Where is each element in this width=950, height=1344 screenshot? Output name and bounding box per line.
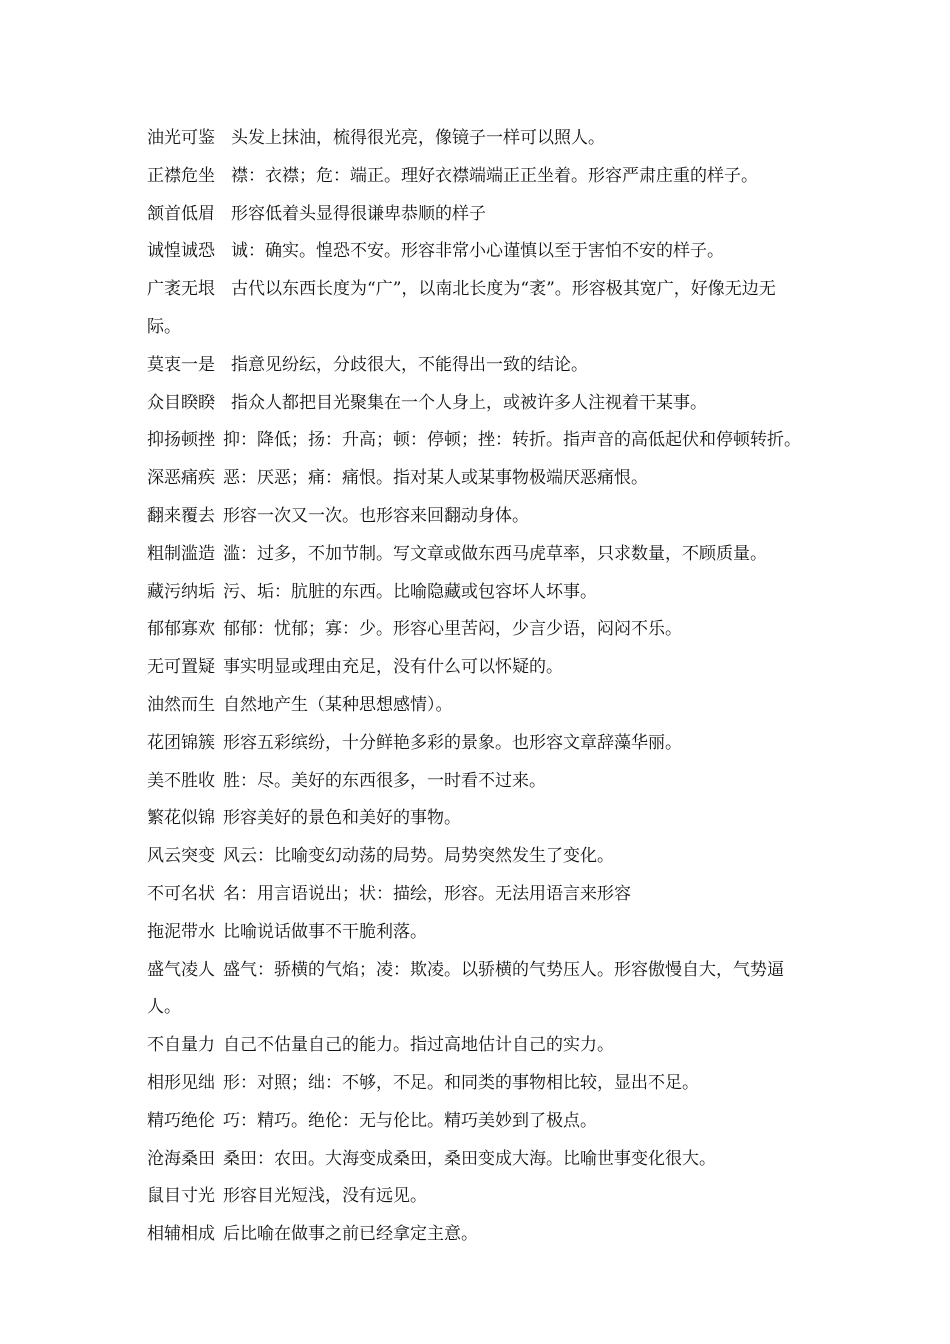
idiom-definition: 指意见纷纭，分歧很大，不能得出一致的结论。 (231, 354, 588, 375)
idiom-term: 无可置疑 (147, 657, 215, 678)
idiom-term: 广袤无垠 (147, 279, 215, 300)
idiom-definition: 郁郁：忧郁；寡：少。形容心里苦闷，少言少语，闷闷不乐。 (223, 619, 682, 640)
idiom-definition: 事实明显或理由充足，没有什么可以怀疑的。 (223, 657, 563, 678)
idiom-definition: 恶：厌恶；痛：痛恨。指对某人或某事物极端厌恶痛恨。 (223, 468, 648, 489)
idiom-entry (147, 649, 867, 687)
idiom-definition: 抑：降低；扬：升高；顿：停顿；挫：转折。指声音的高低起伏和停顿转折。 (223, 430, 801, 451)
idiom-entry (147, 1103, 867, 1141)
idiom-definition: 指众人都把目光聚集在一个人身上，或被许多人注视着干某事。 (231, 392, 707, 413)
idiom-definition: 形容一次又一次。也形容来回翻动身体。 (223, 505, 529, 526)
idiom-entry (147, 1141, 867, 1179)
idiom-entry (147, 838, 867, 876)
idiom-term: 粗制滥造 (147, 543, 215, 564)
idiom-term: 花团锦簇 (147, 732, 215, 753)
idiom-term: 不可名状 (147, 883, 215, 904)
idiom-definition: 形容低着头显得很谦卑恭顺的样子 (231, 203, 486, 224)
idiom-entry (147, 1216, 867, 1254)
idiom-definition: 自然地产生（某种思想感情）。 (223, 694, 453, 715)
idiom-term: 美不胜收 (147, 770, 215, 791)
idiom-term: 正襟危坐 (147, 165, 215, 186)
idiom-entry (147, 1027, 867, 1065)
idiom-definition: 古代以东西长度为“广”，以南北长度为“袤”。形容极其宽广，好像无边无际。 (147, 279, 776, 337)
idiom-definition: 形容目光短浅，没有远见。 (223, 1186, 427, 1207)
idiom-entry (147, 271, 807, 347)
idiom-term: 繁花似锦 (147, 808, 215, 829)
idiom-entry (147, 763, 867, 801)
idiom-entry (147, 574, 867, 612)
idiom-definition: 自己不估量自己的能力。指过高地估计自己的实力。 (223, 1035, 614, 1056)
idiom-entry (147, 385, 867, 423)
idiom-definition: 胜：尽。美好的东西很多，一时看不过来。 (223, 770, 546, 791)
idiom-entry (147, 422, 867, 460)
idiom-list (147, 120, 867, 1254)
idiom-definition: 襟：衣襟；危：端正。理好衣襟端端正正坐着。形容严肃庄重的样子。 (231, 165, 758, 186)
idiom-definition: 桑田：农田。大海变成桑田，桑田变成大海。比喻世事变化很大。 (223, 1148, 716, 1169)
idiom-definition: 盛气：骄横的气焰；凌：欺凌。以骄横的气势压人。形容傲慢自大，气势逼人。 (147, 959, 784, 1018)
idiom-entry (147, 914, 867, 952)
idiom-term: 抑扬顿挫 (147, 430, 215, 451)
idiom-entry (147, 725, 867, 763)
idiom-term: 拖泥带水 (147, 921, 215, 942)
idiom-term: 颔首低眉 (147, 203, 215, 224)
idiom-definition: 名：用言语说出；状：描绘，形容。无法用语言来形容 (223, 883, 631, 904)
idiom-entry (147, 347, 867, 385)
idiom-definition: 巧：精巧。绝伦：无与伦比。精巧美妙到了极点。 (223, 1110, 597, 1131)
idiom-entry (147, 800, 867, 838)
idiom-term: 郁郁寡欢 (147, 619, 215, 640)
idiom-term: 相形见绌 (147, 1072, 215, 1093)
idiom-definition: 污、垢：肮脏的东西。比喻隐藏或包容坏人坏事。 (223, 581, 597, 602)
idiom-entry (147, 1065, 867, 1103)
idiom-entry (147, 687, 867, 725)
idiom-entry (147, 611, 867, 649)
idiom-definition: 比喻说话做事不干脆利落。 (223, 921, 427, 942)
idiom-term: 不自量力 (147, 1035, 215, 1056)
idiom-definition: 风云：比喻变幻动荡的局势。局势突然发生了变化。 (223, 846, 614, 867)
idiom-term: 众目睽睽 (147, 392, 215, 413)
idiom-term: 藏污纳垢 (147, 581, 215, 602)
idiom-term: 深恶痛疾 (147, 468, 215, 489)
idiom-term: 相辅相成 (147, 1224, 215, 1245)
idiom-term: 莫衷一是 (147, 354, 215, 375)
idiom-term: 盛气凌人 (147, 959, 215, 980)
idiom-term: 沧海桑田 (147, 1148, 215, 1169)
idiom-entry (147, 1178, 867, 1216)
idiom-entry (147, 876, 867, 914)
idiom-entry (147, 536, 867, 574)
idiom-entry (147, 498, 867, 536)
idiom-term: 油然而生 (147, 694, 215, 715)
idiom-term: 翻来覆去 (147, 505, 215, 526)
idiom-term: 鼠目寸光 (147, 1186, 215, 1207)
idiom-term: 油光可鉴 (147, 128, 215, 148)
idiom-entry (147, 460, 867, 498)
idiom-definition: 形：对照；绌：不够，不足。和同类的事物相比较，显出不足。 (223, 1072, 699, 1093)
idiom-definition: 头发上抹油，梳得很光亮，像镜子一样可以照人。 (231, 128, 605, 148)
idiom-definition: 形容五彩缤纷，十分鲜艳多彩的景象。也形容文章辞藻华丽。 (223, 732, 682, 753)
idiom-definition: 形容美好的景色和美好的事物。 (223, 808, 461, 829)
idiom-entry (147, 233, 867, 271)
idiom-entry (147, 952, 812, 1028)
idiom-term: 精巧绝伦 (147, 1110, 215, 1131)
idiom-definition: 诚：确实。惶恐不安。形容非常小心谨慎以至于害怕不安的样子。 (231, 241, 724, 262)
idiom-term: 诚惶诚恐 (147, 241, 215, 262)
idiom-definition: 后比喻在做事之前已经拿定主意。 (223, 1224, 478, 1245)
idiom-entry (147, 120, 867, 158)
idiom-definition: 滥：过多，不加节制。写文章或做东西马虎草率，只求数量，不顾质量。 (223, 543, 767, 564)
idiom-term: 风云突变 (147, 846, 215, 867)
idiom-entry (147, 196, 867, 234)
idiom-entry (147, 158, 867, 196)
